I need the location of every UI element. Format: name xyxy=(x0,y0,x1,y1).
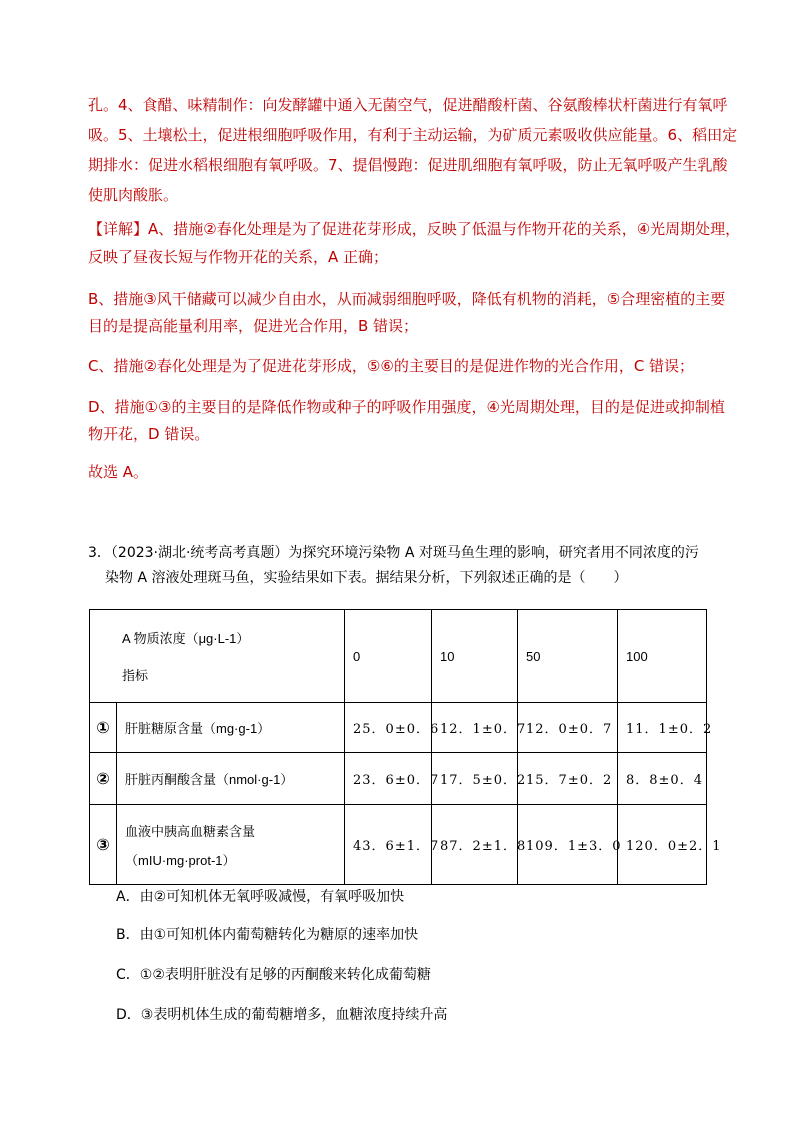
option-d-analysis-line-2: 物开花，D 错误。 xyxy=(88,425,210,443)
row-label: 肝脏糖原含量（mg·g-1） xyxy=(117,703,345,753)
explanation-line-3: 期排水：促进水稻根细胞有氧呼吸。7、提倡慢跑：促进肌细胞有氧呼吸，防止无氧呼吸产生乳酸 xyxy=(88,156,728,174)
option-d[interactable]: D．③表明机体生成的葡萄糖增多，血糖浓度持续升高 xyxy=(116,1007,448,1023)
row-label-unit: （mIU·mg·prot-1） xyxy=(125,852,236,868)
indicator-header: 指标 xyxy=(122,668,149,683)
row-value: 23．6±0．7 xyxy=(345,753,432,805)
concentration-header: A 物质浓度（μg·L-1） xyxy=(122,631,250,646)
explanation-line-2: 吸。5、土壤松土，促进根细胞呼吸作用，有利于主动运输，为矿质元素吸收供应能量。6、稻田定 xyxy=(88,126,738,144)
row-value: 109．1±3．0 xyxy=(518,805,618,885)
row-label-cell xyxy=(117,805,345,885)
option-b-analysis-line-1: B、措施③风干储藏可以减少自由水，从而减弱细胞呼吸，降低有机物的消耗，⑤合理密植的主要 xyxy=(88,290,726,308)
concentration-50: 50 xyxy=(518,610,618,703)
row-value: 87．2±1．8 xyxy=(432,805,518,885)
row-value: 17．5±0．2 xyxy=(432,753,518,805)
results-table xyxy=(89,609,722,885)
table-row xyxy=(90,753,707,805)
option-c-analysis-line: C、措施②春化处理是为了促进花芽形成，⑤⑥的主要目的是促进作物的光合作用，C 错误； xyxy=(88,357,695,375)
concentration-100: 100 xyxy=(618,610,707,703)
row-value: 8．8±0．4 xyxy=(618,753,707,805)
option-a[interactable]: A．由②可知机体无氧呼吸减慢，有氧呼吸加快 xyxy=(116,889,405,905)
question-stem-line-2: 染物 A 溶液处理斑马鱼，实验结果如下表。据结果分析，下列叙述正确的是（ ） xyxy=(105,570,628,586)
row-value: 15．7±0．2 xyxy=(518,753,618,805)
table-header-cell xyxy=(90,610,345,703)
concentration-0: 0 xyxy=(345,610,432,703)
row-label: 肝脏丙酮酸含量（nmol·g-1） xyxy=(117,753,345,805)
row-value: 120．0±2．1 xyxy=(618,805,707,885)
row-value: 12．1±0．7 xyxy=(432,703,518,753)
row-number: ① xyxy=(90,703,117,753)
option-b-analysis-line-2: 目的是提高能量利用率，促进光合作用，B 错误； xyxy=(88,317,419,335)
question-stem-line-1: 3．（2023·湖北·统考高考真题）为探究环境污染物 A 对斑马鱼生理的影响，研究者用不同浓度的污 xyxy=(88,545,699,561)
row-value: 11．1±0．2 xyxy=(618,703,707,753)
row-number: ③ xyxy=(90,805,117,885)
row-value: 25．0±0．6 xyxy=(345,703,432,753)
detail-line-2: 反映了昼夜长短与作物开花的关系，A 正确； xyxy=(88,248,389,266)
explanation-line-4: 使肌肉酸胀。 xyxy=(88,186,179,204)
option-b[interactable]: B．由①可知机体内葡萄糖转化为糖原的速率加快 xyxy=(116,927,419,943)
concentration-10: 10 xyxy=(432,610,518,703)
conclusion-line: 故选 A。 xyxy=(88,463,149,481)
explanation-line-1: 孔。4、食醋、味精制作：向发酵罐中通入无菌空气，促进醋酸杆菌、谷氨酸棒状杆菌进行有氧呼 xyxy=(88,96,728,114)
row-number: ② xyxy=(90,753,117,805)
detail-line-1: 【详解】A、措施②春化处理是为了促进花芽形成，反映了低温与作物开花的关系，④光周期处理， xyxy=(88,220,741,238)
option-d-analysis-line-1: D、措施①③的主要目的是降低作物或种子的呼吸作用强度，④光周期处理，目的是促进或抑制植 xyxy=(88,398,725,416)
option-c[interactable]: C．①②表明肝脏没有足够的丙酮酸来转化成葡萄糖 xyxy=(116,967,431,983)
table-header-row xyxy=(90,610,707,703)
row-value: 43．6±1．7 xyxy=(345,805,432,885)
table-row xyxy=(90,805,707,885)
row-label: 血液中胰高血糖素含量 xyxy=(125,823,256,839)
row-value: 12．0±0．7 xyxy=(518,703,618,753)
table-row xyxy=(90,703,707,753)
